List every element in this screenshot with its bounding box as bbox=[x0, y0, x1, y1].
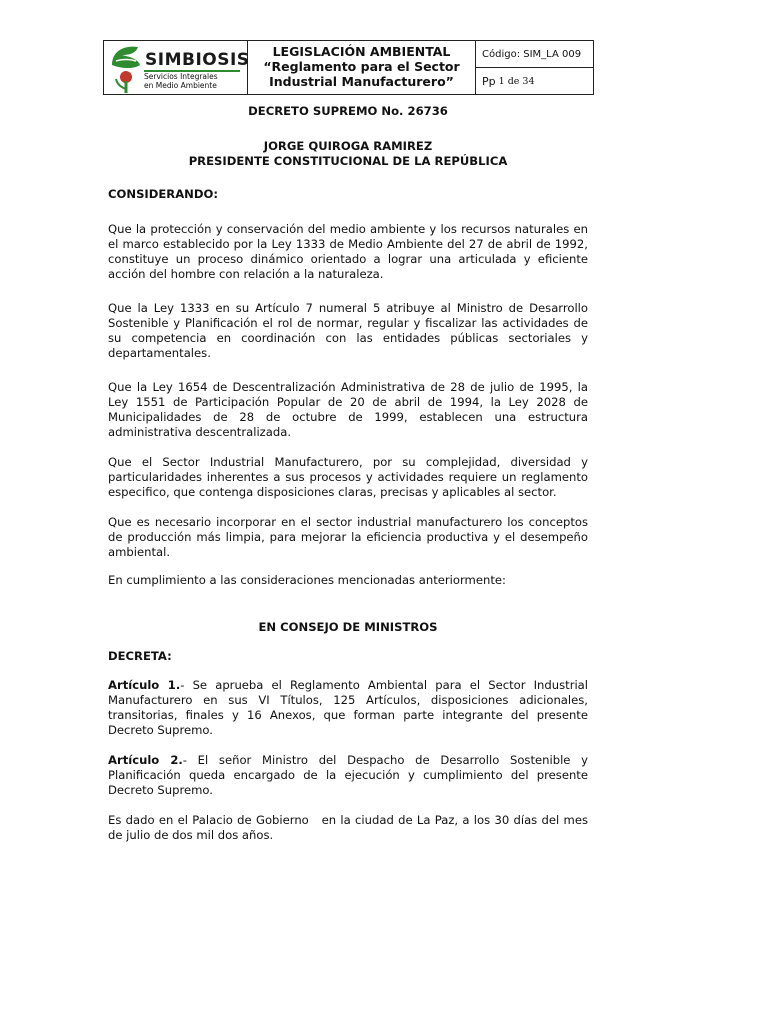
paragraph-3: Que la Ley 1654 de Descentralización Administrativa de 28 de julio de 1995, la Ley 1551 de Participación Popular de 20 de abril de 1994, la Ley 2028 de Municipalidades de 28 de octubre de 1999, establecen una estructura administrativa descentralizada. bbox=[108, 380, 588, 439]
paragraph-4: Que el Sector Industrial Manufacturero, por su complejidad, diversidad y particularidades inherentes a sus procesos y actividades requiere un reglamento especifico, que contenga disposiciones claras, precisas y aplicables al sector. bbox=[108, 455, 588, 499]
article-2 bbox=[108, 753, 588, 798]
paragraph-2: Que la Ley 1333 en su Artículo 7 numeral 5 atribuye al Ministro de Desarrollo Sostenible y Planificación el rol de normar, regular y fiscalizar las actividades de su competencia en coordinación con las entidades públicas sectoriales y departamentales. bbox=[108, 301, 588, 360]
closing-paragraph: Es dado en el Palacio de Gobierno en la ciudad de La Paz, a los 30 días del mes de julio de dos mil dos años. bbox=[108, 813, 592, 842]
decree-title: DECRETO SUPREMO No. 26736 bbox=[248, 104, 448, 118]
consejo-heading: EN CONSEJO DE MINISTROS bbox=[258, 620, 438, 634]
logo-wordmark: SIMBIOSIS bbox=[145, 50, 250, 70]
logo-subtitle-line2: en Medio Ambiente bbox=[144, 80, 217, 90]
header-title-line3: Industrial Manufacturero” bbox=[269, 74, 454, 89]
paragraph-5: Que es necesario incorporar en el sector industrial manufacturero los conceptos de producción más limpia, para mejorar la eficiencia productiva y el desempeño ambiental. bbox=[108, 515, 588, 559]
page-number bbox=[476, 67, 593, 94]
header-title-line1: LEGISLACIÓN AMBIENTAL bbox=[272, 44, 451, 59]
article-1 bbox=[108, 678, 588, 738]
article-1-text: - Se aprueba el Reglamento Ambiental para el Sector Industrial Manufacturero en sus VI Títulos, 125 Artículos, disposiciones adicionales, transitorias, finales y 16 Anexos, que forman parte integrante del presente Decreto Supremo. bbox=[108, 678, 589, 737]
paragraph-6: En cumplimiento a las consideraciones mencionadas anteriormente: bbox=[108, 573, 506, 587]
paragraph-1: Que la protección y conservación del medio ambiente y los recursos naturales en el marco establecido por la Ley 1333 de Medio Ambiente del 27 de abril de 1992, constituye un proceso dinámico orientado a lograr una articulada y eficiente acción del hombre con relación a la naturaleza. bbox=[108, 222, 588, 281]
page-value: 1 de 34 bbox=[498, 75, 535, 87]
header-title bbox=[248, 41, 476, 94]
article-1-label: Artículo 1. bbox=[108, 678, 181, 692]
header-meta bbox=[476, 41, 593, 94]
document-code: Código: SIM_LA 009 bbox=[482, 48, 582, 60]
article-2-label: Artículo 2. bbox=[108, 753, 183, 767]
decreta-heading: DECRETA: bbox=[108, 649, 172, 663]
simbiosis-leaf-icon bbox=[108, 43, 144, 93]
document-header bbox=[103, 40, 594, 95]
logo-subtitle bbox=[144, 73, 218, 90]
logo-subtitle-line1: Servicios Integrales bbox=[144, 72, 218, 81]
company-logo bbox=[104, 41, 248, 94]
president-name: JORGE QUIROGA RAMIREZ bbox=[263, 139, 433, 153]
president-title: PRESIDENTE CONSTITUCIONAL DE LA REPÚBLICA bbox=[188, 154, 508, 168]
page-prefix: Pp bbox=[482, 74, 496, 88]
article-2-text: - El señor Ministro del Despacho de Desarrollo Sostenible y Planificación queda encargado de la ejecución y cumplimiento del presente Decreto Supremo. bbox=[108, 753, 588, 797]
considerando-heading: CONSIDERANDO: bbox=[108, 187, 218, 201]
document-body bbox=[108, 104, 592, 843]
header-title-line2: “Reglamento para el Sector bbox=[263, 59, 460, 74]
